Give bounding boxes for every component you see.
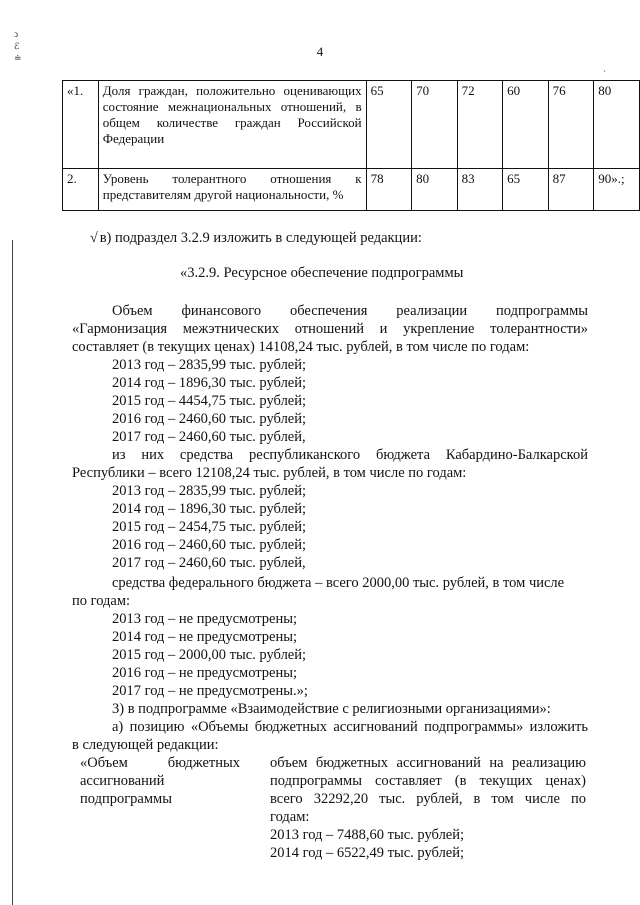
row-value: 78	[366, 169, 412, 211]
year-line: 2015 год – 4454,75 тыс. рублей;	[112, 393, 307, 409]
section-heading: «3.2.9. Ресурсное обеспечение подпрограммы	[180, 265, 464, 281]
year-line: 2015 год – 2454,75 тыс. рублей;	[112, 519, 307, 535]
table-row	[63, 169, 640, 211]
row-number: 2.	[63, 169, 99, 211]
year-line: 2016 год – не предусмотрены;	[112, 665, 298, 681]
margin-marks	[14, 28, 22, 64]
paragraph-line: из них средства республиканского бюджета Кабардино-Балкарской	[112, 447, 588, 463]
right-column-line: подпрограммы составляет (в текущих ценах)	[270, 773, 586, 789]
year-line: 2017 год – не предусмотрены.»;	[112, 683, 308, 699]
left-column-line: ассигнований	[80, 773, 165, 789]
corner-mark: ˏ	[603, 62, 606, 72]
paragraph-line: по годам:	[72, 593, 131, 609]
margin-mark: ≐	[14, 53, 22, 63]
margin-line	[12, 240, 13, 905]
row-value: 65	[503, 169, 549, 211]
page-number: 4	[316, 44, 324, 59]
year-line: 2014 год – 6522,49 тыс. рублей;	[270, 845, 465, 861]
left-column-line: подпрограммы	[80, 791, 172, 807]
year-line: 2014 год – 1896,30 тыс. рублей;	[112, 501, 307, 517]
row-description: Уровень толерантного отношения к представителям другой национальности, %	[98, 169, 366, 211]
indicators-table	[62, 80, 640, 211]
year-line: 2017 год – 2460,60 тыс. рублей,	[112, 429, 306, 445]
row-value: 70	[412, 81, 458, 169]
year-line: 2015 год – 2000,00 тыс. рублей;	[112, 647, 307, 663]
row-value: 80	[594, 81, 640, 169]
row-value: 90».;	[594, 169, 640, 211]
row-value: 60	[503, 81, 549, 169]
paragraph-line: а) позицию «Объемы бюджетных ассигнований подпрограммы» изложить	[112, 719, 588, 735]
check-mark: √	[90, 231, 98, 246]
year-line: 2013 год – 2835,99 тыс. рублей;	[112, 483, 307, 499]
year-line: 2014 год – не предусмотрены;	[112, 629, 298, 645]
row-description: Доля граждан, положительно оценивающих состояние межнациональных отношений, в общем количестве граждан Российской Федерации	[98, 81, 366, 169]
paragraph-line: составляет (в текущих ценах) 14108,24 тыс. рублей, в том числе по годам:	[72, 339, 530, 355]
paragraph-line: Республики – всего 12108,24 тыс. рублей, в том числе по годам:	[72, 465, 467, 481]
margin-mark: ℰ	[14, 41, 20, 51]
right-column-line: объем бюджетных ассигнований на реализацию	[270, 755, 586, 771]
year-line: 2013 год – 2835,99 тыс. рублей;	[112, 357, 307, 373]
row-value: 76	[548, 81, 594, 169]
year-line: 2016 год – 2460,60 тыс. рублей;	[112, 537, 307, 553]
paragraph-line: в следующей редакции:	[72, 737, 219, 753]
table-row	[63, 81, 640, 169]
paragraph-line: средства федерального бюджета – всего 2000,00 тыс. рублей, в том числе	[112, 575, 565, 591]
subsection-text: в) подраздел 3.2.9 изложить в следующей редакции:	[99, 230, 422, 246]
row-value: 80	[412, 169, 458, 211]
year-line: 2014 год – 1896,30 тыс. рублей;	[112, 375, 307, 391]
paragraph-line: 3) в подпрограмме «Взаимодействие с религиозными организациями»:	[112, 701, 551, 717]
row-value: 83	[457, 169, 503, 211]
year-line: 2017 год – 2460,60 тыс. рублей,	[112, 555, 306, 571]
row-value: 87	[548, 169, 594, 211]
paragraph-line: Объем финансового обеспечения реализации подпрограммы	[112, 303, 588, 319]
right-column-line: годам:	[270, 809, 310, 825]
year-line: 2013 год – не предусмотрены;	[112, 611, 298, 627]
row-value: 65	[366, 81, 412, 169]
year-line: 2016 год – 2460,60 тыс. рублей;	[112, 411, 307, 427]
margin-mark: ↄ	[14, 29, 18, 39]
year-line: 2013 год – 7488,60 тыс. рублей;	[270, 827, 465, 843]
row-number: «1.	[63, 81, 99, 169]
right-column-line: всего 32292,20 тыс. рублей, в том числе по	[270, 791, 586, 807]
paragraph-line: «Гармонизация межэтнических отношений и укрепление толерантности»	[72, 321, 588, 337]
subsection-instruction	[90, 229, 422, 248]
left-column-line: «Объем бюджетных	[80, 755, 240, 771]
row-value: 72	[457, 81, 503, 169]
